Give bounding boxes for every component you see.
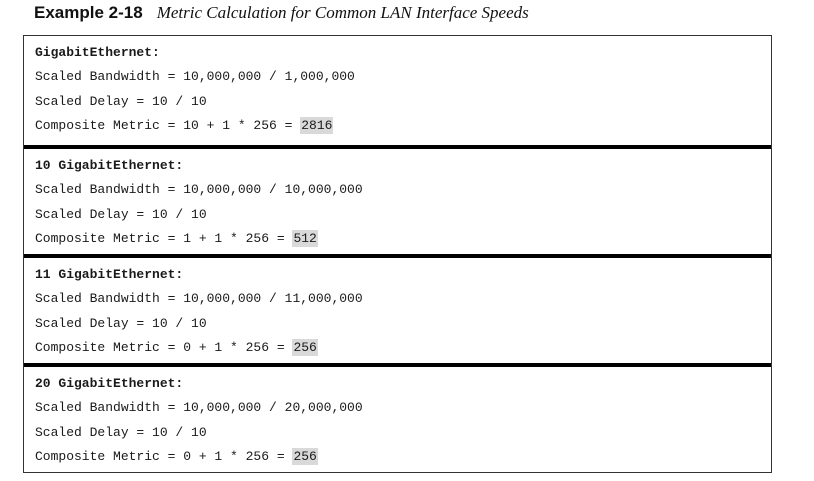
interface-section xyxy=(24,36,771,145)
scaled-bandwidth-line: Scaled Bandwidth = 10,000,000 / 1,000,000 xyxy=(35,69,355,85)
interface-section xyxy=(24,254,771,363)
composite-metric-result: 512 xyxy=(293,230,317,246)
code-listing xyxy=(23,35,772,473)
interface-heading: 10 GigabitEthernet: xyxy=(35,158,184,173)
composite-metric-expression: Composite Metric = 1 + 1 * 256 = xyxy=(35,230,293,246)
interface-heading: 11 GigabitEthernet: xyxy=(35,267,184,282)
scaled-delay-line: Scaled Delay = 10 / 10 xyxy=(35,206,207,222)
example-title: Metric Calculation for Common LAN Interface Speeds xyxy=(156,3,529,22)
composite-metric-line xyxy=(35,114,771,138)
composite-metric-result: 256 xyxy=(293,448,317,464)
scaled-delay-line: Scaled Delay = 10 / 10 xyxy=(35,424,207,440)
scaled-delay-line: Scaled Delay = 10 / 10 xyxy=(35,93,207,109)
composite-metric-expression: Composite Metric = 10 + 1 * 256 = xyxy=(35,117,301,133)
scaled-bandwidth-line: Scaled Bandwidth = 10,000,000 / 20,000,000 xyxy=(35,400,363,416)
composite-metric-result: 2816 xyxy=(301,117,333,133)
interface-heading: 20 GigabitEthernet: xyxy=(35,376,184,391)
composite-metric-line xyxy=(35,445,771,469)
interface-heading: GigabitEthernet: xyxy=(35,45,160,60)
example-number: Example 2-18 xyxy=(34,3,143,22)
scaled-bandwidth-line: Scaled Bandwidth = 10,000,000 / 10,000,000 xyxy=(35,182,363,198)
composite-metric-expression: Composite Metric = 0 + 1 * 256 = xyxy=(35,448,293,464)
interface-section xyxy=(24,145,771,254)
composite-metric-line xyxy=(35,336,771,360)
example-caption xyxy=(34,2,529,24)
composite-metric-line xyxy=(35,227,771,251)
scaled-bandwidth-line: Scaled Bandwidth = 10,000,000 / 11,000,000 xyxy=(35,291,363,307)
scaled-delay-line: Scaled Delay = 10 / 10 xyxy=(35,315,207,331)
composite-metric-expression: Composite Metric = 0 + 1 * 256 = xyxy=(35,339,293,355)
composite-metric-result: 256 xyxy=(293,339,317,355)
interface-section xyxy=(24,363,771,472)
